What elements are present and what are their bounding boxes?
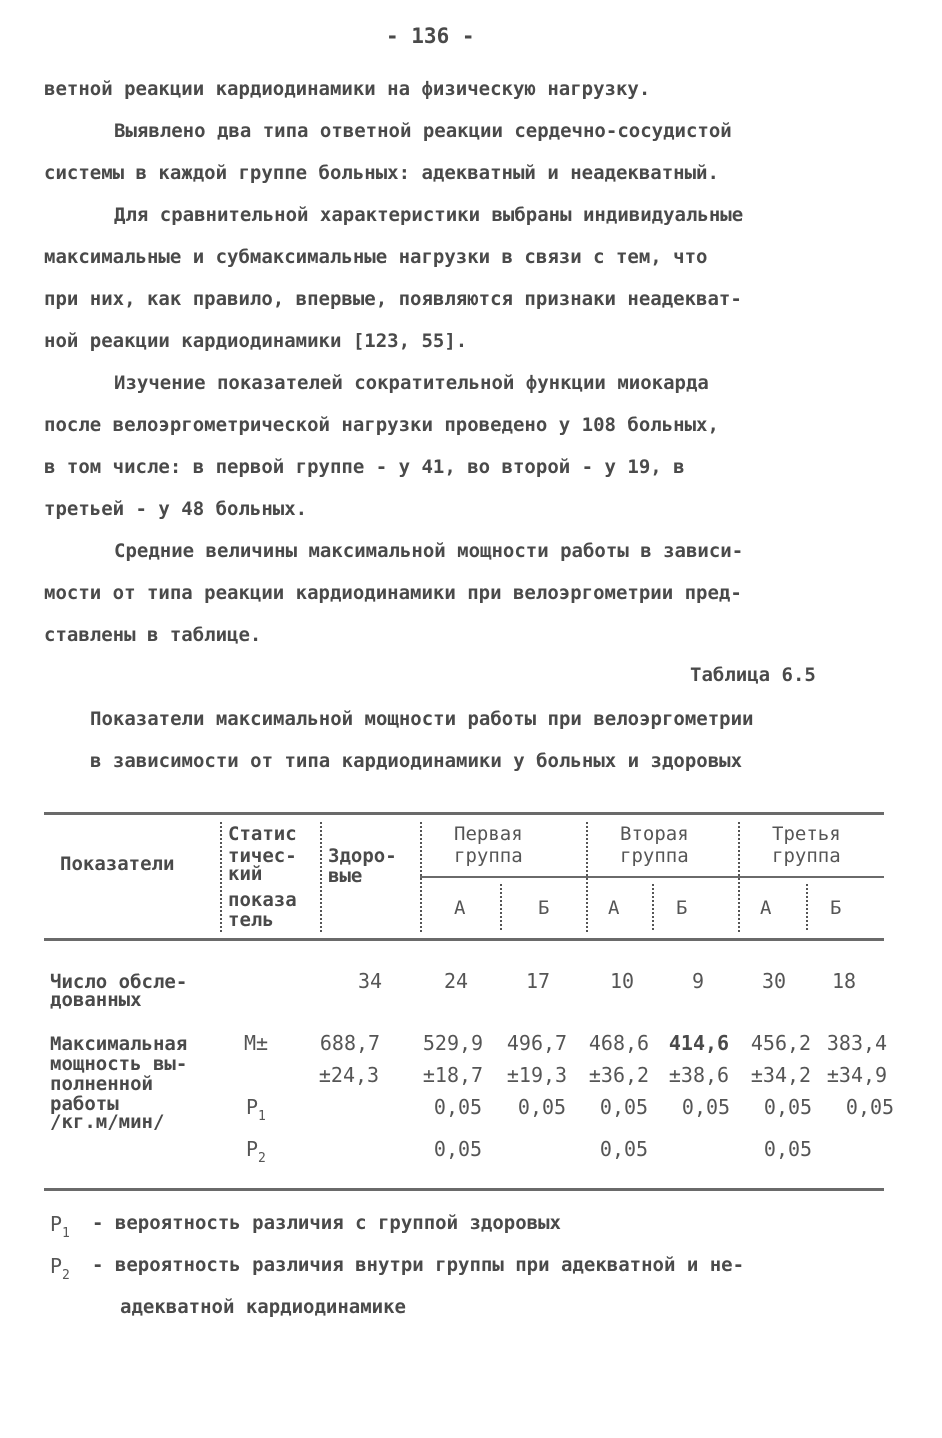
table-top-rule <box>44 812 884 815</box>
table-cell: 0,05 <box>763 1095 813 1119</box>
table-cell: 0,05 <box>599 1095 649 1119</box>
row-label: полненной <box>50 1073 153 1095</box>
paragraph-line: мости от типа реакции кардиодинамики при велоэргометрии пред- <box>44 582 742 604</box>
table-cell: 0,05 <box>681 1095 731 1119</box>
note-p1-symbol: $P_1$ <box>50 1212 70 1241</box>
paragraph-line: ной реакции кардиодинамики [123, 55]. <box>44 330 468 352</box>
header-statistic: тель <box>228 909 274 931</box>
stat-label: M± <box>244 1031 269 1055</box>
column-separator <box>806 884 808 930</box>
table-caption: в зависимости от типа кардиодинамики у больных и здоровых <box>90 750 743 772</box>
header-sub-a: А <box>608 897 620 919</box>
header-sub-b: Б <box>538 897 550 919</box>
column-separator <box>220 822 222 932</box>
row-label: Максимальная <box>50 1033 188 1055</box>
table-cell: 529,9 <box>422 1031 484 1055</box>
column-separator <box>420 822 422 932</box>
table-cell: 30 <box>761 969 787 993</box>
paragraph-line: в том числе: в первой группе - у 41, во второй - у 19, в <box>44 456 685 478</box>
table-cell: 0,05 <box>517 1095 567 1119</box>
paragraph-line: после велоэргометрической нагрузки проведено у 108 больных, <box>44 414 719 436</box>
table-caption: Показатели максимальной мощности работы при велоэргометрии <box>90 708 754 730</box>
table-cell: 414,6 <box>668 1031 730 1055</box>
table-cell: ±18,7 <box>422 1063 484 1087</box>
header-statistic: кий <box>228 863 263 885</box>
header-sub-a: А <box>760 897 772 919</box>
table-cell: 17 <box>525 969 551 993</box>
stat-label-p1: $P_1$ <box>246 1095 266 1124</box>
paragraph-line: при них, как правило, впервые, появляются признаки неадекват- <box>44 288 742 310</box>
note-p2-text: адекватной кардиодинамике <box>120 1296 406 1318</box>
header-statistic: тичес- <box>228 845 297 867</box>
table-cell: 24 <box>443 969 469 993</box>
paragraph-line: Средние величины максимальной мощности работы в зависи- <box>114 540 744 562</box>
paragraph-line: максимальные и субмаксимальные нагрузки в связи с тем, что <box>44 246 708 268</box>
table-cell: 0,05 <box>433 1137 483 1161</box>
header-healthy: вые <box>328 865 363 887</box>
table-cell: 10 <box>609 969 635 993</box>
paragraph-line: третьей - у 48 больных. <box>44 498 308 520</box>
note-p2-symbol: $P_2$ <box>50 1254 70 1283</box>
column-separator <box>500 884 502 930</box>
table-cell: ±34,9 <box>826 1063 888 1087</box>
table-cell: 468,6 <box>588 1031 650 1055</box>
paragraph-line: системы в каждой группе больных: адекватный и неадекватный. <box>44 162 719 184</box>
table-cell: 34 <box>357 969 383 993</box>
header-group-3: группа <box>772 845 841 867</box>
table-cell: 383,4 <box>826 1031 888 1055</box>
table-cell: 496,7 <box>506 1031 568 1055</box>
note-p2-text: - вероятность различия внутри группы при адекватной и не- <box>92 1254 745 1276</box>
row-label: работы <box>50 1093 119 1115</box>
table-cell: ±38,6 <box>668 1063 730 1087</box>
header-sub-b: Б <box>830 897 842 919</box>
table-cell: ±24,3 <box>318 1063 380 1087</box>
table-cell: ±19,3 <box>506 1063 568 1087</box>
table-cell: 0,05 <box>763 1137 813 1161</box>
table-number: Таблица 6.5 <box>690 664 816 686</box>
table-bottom-rule <box>44 1188 884 1191</box>
header-group-1: группа <box>454 845 523 867</box>
row-label: мощность вы- <box>50 1053 188 1075</box>
header-statistic: Статис <box>228 823 297 845</box>
header-group-1: Первая <box>454 823 523 845</box>
header-group-3: Третья <box>772 823 841 845</box>
group-subheader-rule <box>420 876 884 878</box>
paragraph-line: ветной реакции кардиодинамики на физическую нагрузку. <box>44 78 651 100</box>
stat-label-p2: $P_2$ <box>246 1137 266 1166</box>
paragraph-line: Изучение показателей сократительной функции миокарда <box>114 372 709 394</box>
row-label: /кг.м/мин/ <box>50 1111 165 1133</box>
table-cell: 0,05 <box>845 1095 895 1119</box>
row-label: дованных <box>50 989 142 1011</box>
header-group-2: Вторая <box>620 823 689 845</box>
note-p1-text: - вероятность различия с группой здоровых <box>92 1212 561 1234</box>
header-sub-a: А <box>454 897 466 919</box>
header-statistic: показа <box>228 889 297 911</box>
header-indicators: Показатели <box>60 853 175 875</box>
table-cell: ±34,2 <box>750 1063 812 1087</box>
paragraph-line: Для сравнительной характеристики выбраны индивидуальные <box>114 204 744 226</box>
table-cell: 456,2 <box>750 1031 812 1055</box>
column-separator <box>652 884 654 930</box>
paragraph-line: Выявлено два типа ответной реакции сердечно-сосудистой <box>114 120 732 142</box>
table-cell: 9 <box>691 969 705 993</box>
header-group-2: группа <box>620 845 689 867</box>
table-cell: 18 <box>831 969 857 993</box>
table-cell: ±36,2 <box>588 1063 650 1087</box>
column-separator <box>320 822 322 932</box>
table-header-rule <box>44 938 884 941</box>
header-sub-b: Б <box>676 897 688 919</box>
table-cell: 0,05 <box>599 1137 649 1161</box>
paragraph-line: ставлены в таблице. <box>44 624 262 646</box>
header-healthy: Здоро- <box>328 845 397 867</box>
row-label: Число обсле- <box>50 971 188 993</box>
table-cell: 688,7 <box>319 1031 381 1055</box>
page-number: - 136 - <box>386 24 475 48</box>
table-cell: 0,05 <box>433 1095 483 1119</box>
column-separator <box>586 822 588 932</box>
column-separator <box>738 822 740 932</box>
